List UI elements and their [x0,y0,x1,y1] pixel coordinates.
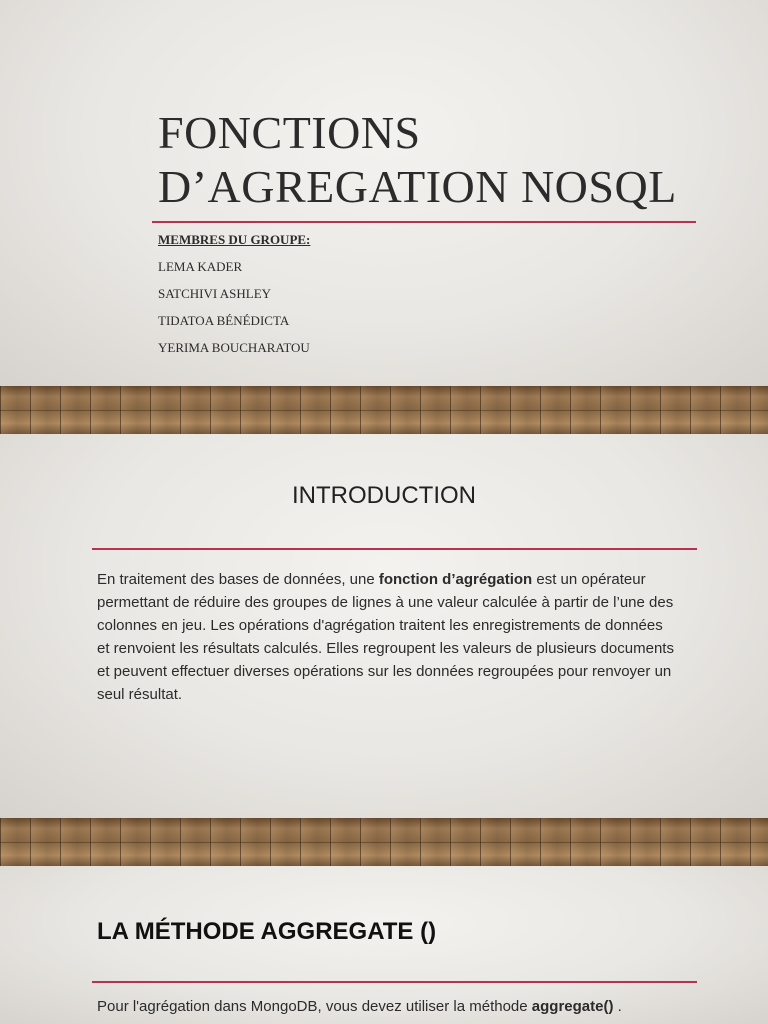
member-name: YERIMA BOUCHARATOU [158,340,310,355]
slide-aggregate-method [0,866,768,1024]
title-line-1: FONCTIONS [158,107,421,158]
intro-paragraph [97,568,675,706]
aggregate-paragraph [97,998,622,1015]
body-bold-term: fonction d’agrégation [378,571,533,588]
wood-floor-divider [0,818,768,866]
title-divider [92,981,697,983]
slide-title: LA MÉTHODE AGGREGATE () [97,918,437,945]
title-divider [152,221,696,223]
body-text: Pour l'agrégation dans MongoDB, vous devez utiliser la méthode [97,998,532,1015]
body-text: . [613,998,622,1015]
body-text: est un opérateur permettant de réduire des groupes de lignes à une valeur calculée à partir de l’une des colonnes en jeu. Les opérations d'agrégation traitent les enregistrements de données et renvoient les résultats calculés. Elles regroupent les valeurs de plusieurs documents et peuvent effectuer diverses opérations sur les données regroupées pour renvoyer un seul résultat. [97,571,674,703]
members-list [158,232,310,367]
slide-introduction [0,434,768,818]
member-name: SATCHIVI ASHLEY [158,286,272,301]
member-name: TIDATOA BÉNÉDICTA [158,313,290,328]
member-name: LEMA KADER [158,259,243,274]
presentation-title [158,106,677,214]
members-heading: MEMBRES DU GROUPE: [158,232,311,247]
title-line-2: D’AGREGATION NOSQL [158,161,677,212]
slide-title: INTRODUCTION [292,482,476,509]
body-bold-term: aggregate() [531,998,614,1015]
title-divider [92,548,697,550]
slide-title [0,0,768,386]
body-text: En traitement des bases de données, une [97,571,379,588]
wood-floor-divider [0,386,768,434]
